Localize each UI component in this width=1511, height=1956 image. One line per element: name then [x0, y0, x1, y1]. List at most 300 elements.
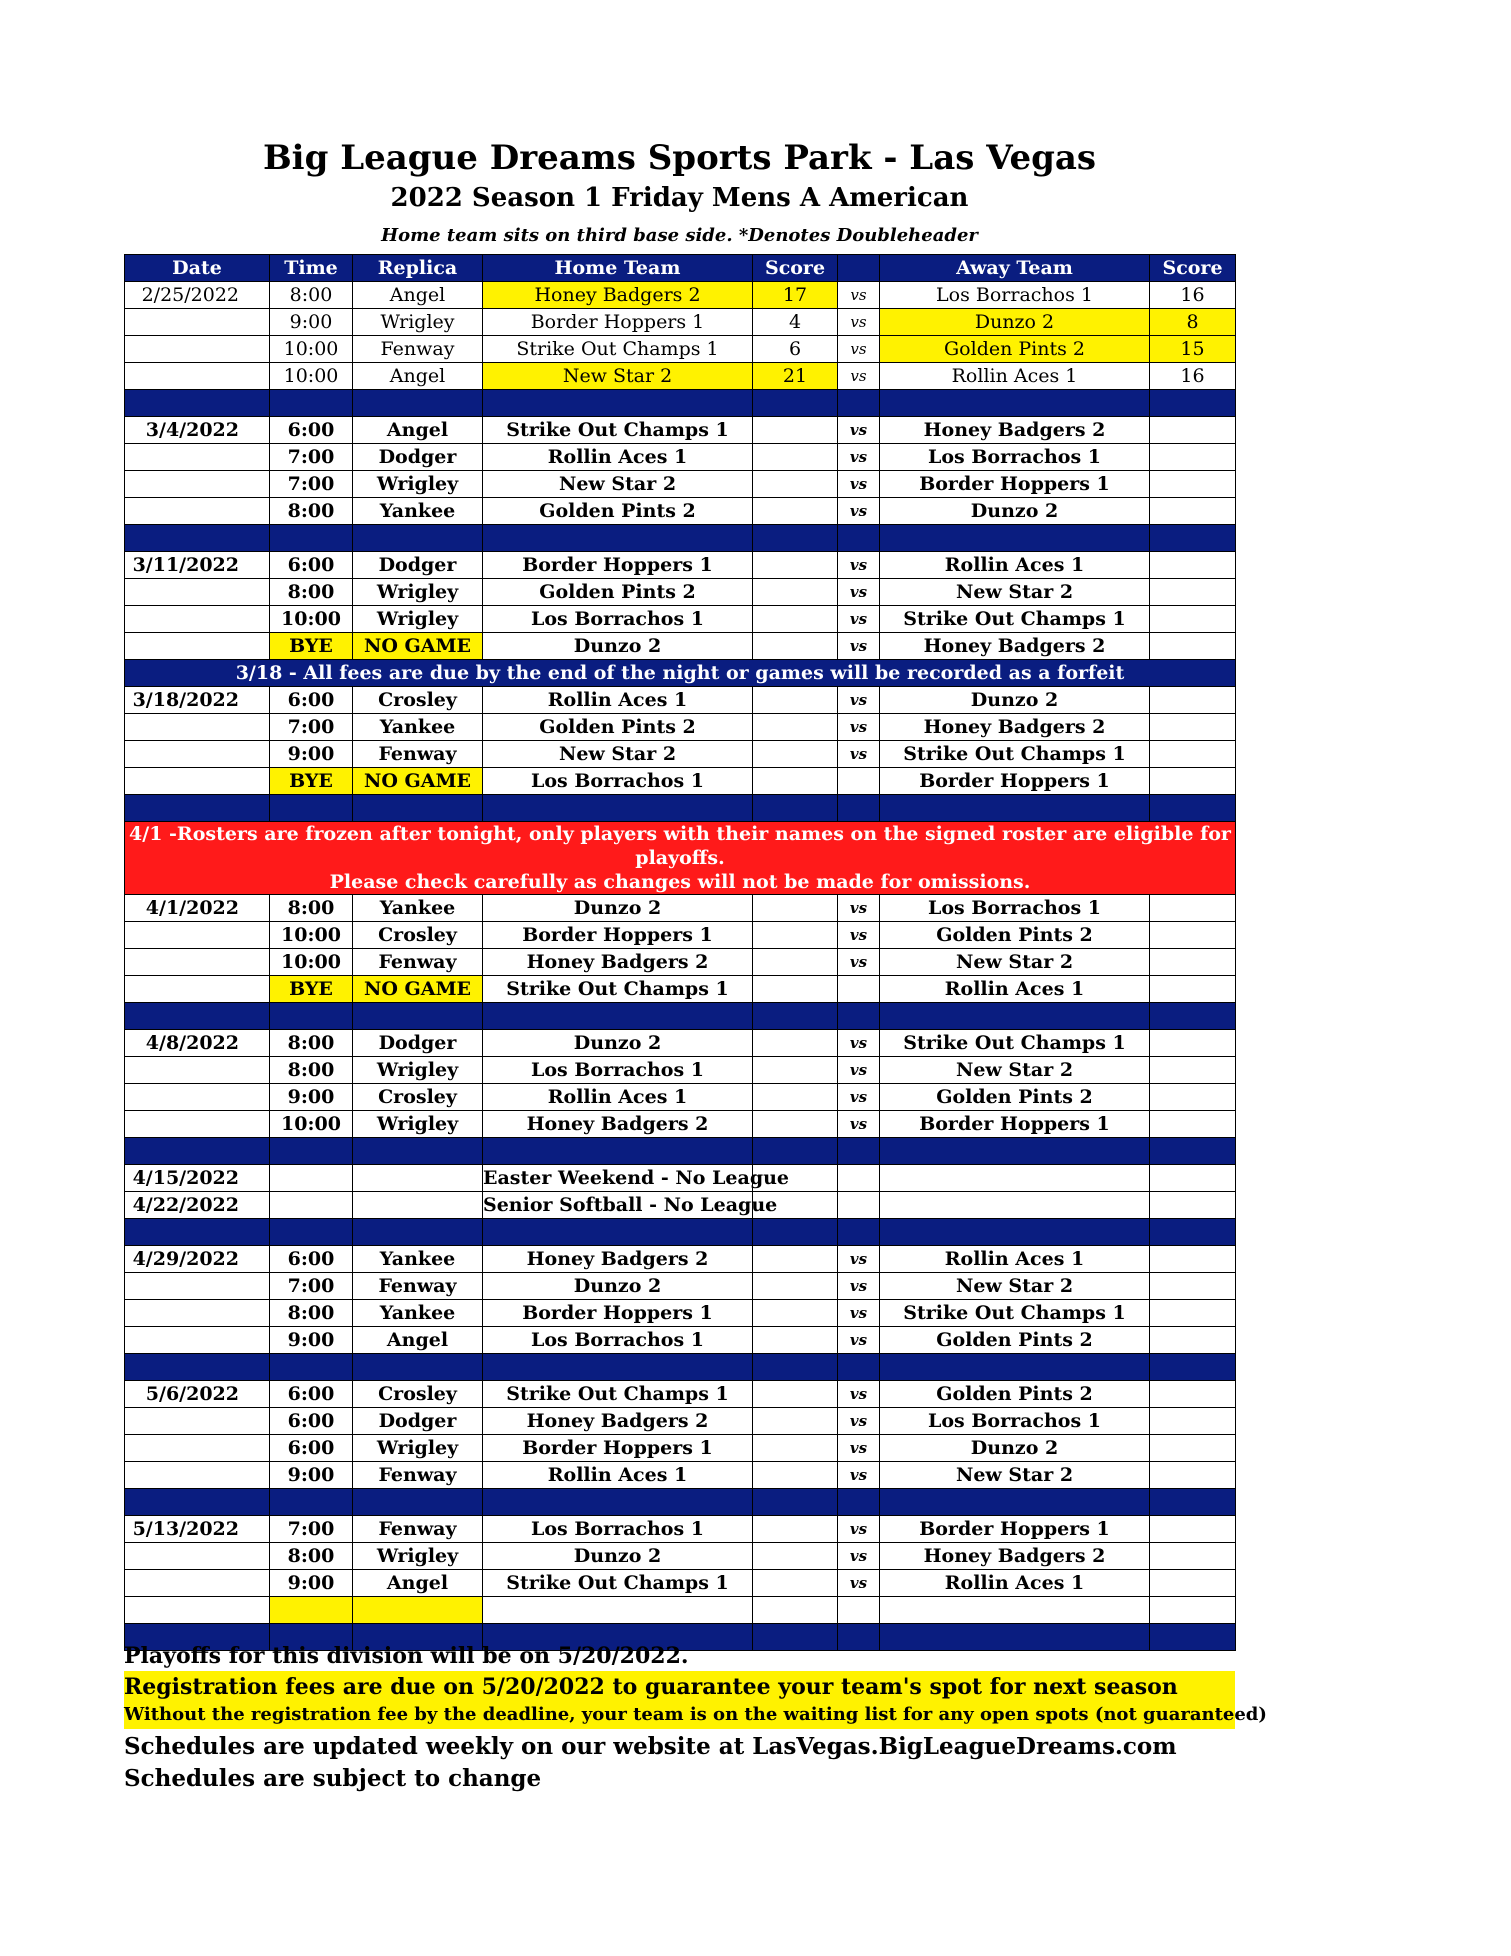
- away-score-cell: [1150, 1435, 1236, 1462]
- time-cell: 7:00: [270, 444, 353, 471]
- time-cell: 8:00: [270, 1030, 353, 1057]
- away-team-cell: Strike Out Champs 1: [880, 741, 1150, 768]
- date-cell: [125, 336, 270, 363]
- separator-cell: [125, 1354, 270, 1381]
- date-cell: 3/4/2022: [125, 417, 270, 444]
- game-row: [125, 471, 1236, 498]
- game-row: [125, 1570, 1236, 1597]
- vs-cell: vs: [838, 417, 880, 444]
- home-team-cell: Los Borrachos 1: [483, 1057, 753, 1084]
- vs-cell: vs: [838, 471, 880, 498]
- away-score-cell: [1150, 1516, 1236, 1543]
- away-score-cell: [1150, 768, 1236, 795]
- away-score-cell: [1150, 552, 1236, 579]
- separator-cell: [1150, 525, 1236, 552]
- replica-cell: Dodger: [353, 1030, 483, 1057]
- away-score-cell: [1150, 714, 1236, 741]
- away-team-cell: Los Borrachos 1: [880, 895, 1150, 922]
- vs-cell: vs: [838, 1570, 880, 1597]
- game-row: [125, 606, 1236, 633]
- separator-cell: [753, 525, 838, 552]
- week-separator: [125, 1003, 1236, 1030]
- replica-cell: Fenway: [353, 949, 483, 976]
- game-row: [125, 714, 1236, 741]
- date-cell: [125, 1570, 270, 1597]
- home-score-cell: [753, 949, 838, 976]
- separator-cell: [880, 1138, 1150, 1165]
- away-score-cell: [1150, 922, 1236, 949]
- away-score-cell: [1150, 687, 1236, 714]
- separator-cell: [1150, 1003, 1236, 1030]
- game-row: [125, 363, 1236, 390]
- time-cell: BYE: [270, 633, 353, 660]
- separator-cell: [753, 1138, 838, 1165]
- time-cell: 6:00: [270, 1435, 353, 1462]
- separator-cell: [125, 1003, 270, 1030]
- away-score-cell: [1150, 1543, 1236, 1570]
- separator-cell: [753, 795, 838, 822]
- vs-cell: vs: [838, 282, 880, 309]
- home-team-cell: Strike Out Champs 1: [483, 1570, 753, 1597]
- date-cell: [125, 444, 270, 471]
- home-score-cell: [753, 1435, 838, 1462]
- home-team-cell: Rollin Aces 1: [483, 444, 753, 471]
- home-team-cell: Border Hoppers 1: [483, 552, 753, 579]
- separator-cell: [1150, 795, 1236, 822]
- replica-cell: Angel: [353, 363, 483, 390]
- page-subtitle: 2022 Season 1 Friday Mens A American: [390, 183, 969, 213]
- game-row: [125, 552, 1236, 579]
- separator-cell: [270, 390, 353, 417]
- separator-cell: [125, 795, 270, 822]
- home-team-cell: Honey Badgers 2: [483, 282, 753, 309]
- game-row: [125, 1435, 1236, 1462]
- replica-cell: NO GAME: [353, 976, 483, 1003]
- vs-cell: vs: [838, 1327, 880, 1354]
- date-cell: [125, 1300, 270, 1327]
- date-cell: 3/11/2022: [125, 552, 270, 579]
- away-team-cell: New Star 2: [880, 1273, 1150, 1300]
- time-cell: 10:00: [270, 336, 353, 363]
- home-score-cell: [753, 1327, 838, 1354]
- separator-cell: [880, 1489, 1150, 1516]
- vs-cell: vs: [838, 336, 880, 363]
- separator-cell: [270, 795, 353, 822]
- col-header-replica: Replica: [353, 255, 483, 282]
- away-team-cell: Golden Pints 2: [880, 1084, 1150, 1111]
- date-cell: 5/13/2022: [125, 1516, 270, 1543]
- replica-cell: Crosley: [353, 922, 483, 949]
- vs-cell: [838, 1165, 880, 1192]
- replica-cell: Crosley: [353, 1381, 483, 1408]
- game-row: [125, 895, 1236, 922]
- vs-cell: [838, 768, 880, 795]
- game-row: [125, 741, 1236, 768]
- col-header-home-score: Score: [753, 255, 838, 282]
- separator-cell: [270, 1003, 353, 1030]
- time-cell: [270, 1192, 353, 1219]
- home-score-cell: [753, 552, 838, 579]
- time-cell: BYE: [270, 976, 353, 1003]
- separator-cell: [838, 795, 880, 822]
- vs-cell: vs: [838, 1084, 880, 1111]
- date-cell: [125, 471, 270, 498]
- week-separator: [125, 1138, 1236, 1165]
- game-row: [125, 633, 1236, 660]
- week-separator: [125, 1219, 1236, 1246]
- week-separator: [125, 1354, 1236, 1381]
- away-score-cell: 15: [1150, 336, 1236, 363]
- date-cell: [125, 579, 270, 606]
- date-cell: [125, 976, 270, 1003]
- away-team-cell: Honey Badgers 2: [880, 417, 1150, 444]
- vs-cell: vs: [838, 1300, 880, 1327]
- home-score-cell: [753, 714, 838, 741]
- replica-cell: Yankee: [353, 895, 483, 922]
- replica-cell: Crosley: [353, 1084, 483, 1111]
- time-cell: 7:00: [270, 1273, 353, 1300]
- fee-banner: 3/18 - All fees are due by the end of the night or games will be recorded as a forfeit: [125, 660, 1236, 687]
- away-team-cell: Honey Badgers 2: [880, 633, 1150, 660]
- week-separator: [125, 1489, 1236, 1516]
- time-cell: 10:00: [270, 1111, 353, 1138]
- home-team-cell: Strike Out Champs 1: [483, 336, 753, 363]
- home-score-cell: [753, 471, 838, 498]
- roster-notice-row: [125, 822, 1236, 895]
- vs-cell: vs: [838, 1435, 880, 1462]
- away-score-cell: [1150, 1084, 1236, 1111]
- playoffs-note: Playoffs for this division will be on 5/20/2022.: [124, 1643, 689, 1669]
- home-score-cell: [753, 1597, 838, 1624]
- home-score-cell: [753, 606, 838, 633]
- page-title: Big League Dreams Sports Park - Las Vegas: [262, 138, 1097, 178]
- game-row: [125, 1057, 1236, 1084]
- away-team-cell: [880, 1165, 1150, 1192]
- game-row: [125, 1462, 1236, 1489]
- vs-cell: vs: [838, 579, 880, 606]
- separator-cell: [483, 795, 753, 822]
- separator-cell: [483, 1138, 753, 1165]
- away-score-cell: [1150, 949, 1236, 976]
- vs-cell: vs: [838, 1543, 880, 1570]
- date-cell: 5/6/2022: [125, 1381, 270, 1408]
- replica-cell: NO GAME: [353, 633, 483, 660]
- separator-cell: [880, 390, 1150, 417]
- date-cell: [125, 1543, 270, 1570]
- time-cell: [270, 1597, 353, 1624]
- vs-cell: vs: [838, 922, 880, 949]
- separator-cell: [353, 1003, 483, 1030]
- home-team-cell: Los Borrachos 1: [483, 1327, 753, 1354]
- date-cell: 2/25/2022: [125, 282, 270, 309]
- game-row: [125, 498, 1236, 525]
- replica-cell: Dodger: [353, 1408, 483, 1435]
- separator-cell: [753, 390, 838, 417]
- separator-cell: [270, 1138, 353, 1165]
- away-score-cell: [1150, 1030, 1236, 1057]
- home-team-cell: Strike Out Champs 1: [483, 1381, 753, 1408]
- away-score-cell: [1150, 471, 1236, 498]
- away-score-cell: [1150, 579, 1236, 606]
- date-cell: [125, 309, 270, 336]
- separator-cell: [880, 1003, 1150, 1030]
- away-team-cell: Los Borrachos 1: [880, 282, 1150, 309]
- separator-cell: [125, 525, 270, 552]
- away-team-cell: Golden Pints 2: [880, 336, 1150, 363]
- date-cell: [125, 1084, 270, 1111]
- vs-cell: vs: [838, 687, 880, 714]
- vs-cell: vs: [838, 1111, 880, 1138]
- home-score-cell: [753, 633, 838, 660]
- away-score-cell: [1150, 1327, 1236, 1354]
- home-team-cell: Dunzo 2: [483, 1030, 753, 1057]
- separator-cell: [838, 1354, 880, 1381]
- date-cell: [125, 1462, 270, 1489]
- home-score-cell: 4: [753, 309, 838, 336]
- separator-cell: [880, 795, 1150, 822]
- separator-cell: [753, 1489, 838, 1516]
- date-cell: [125, 714, 270, 741]
- separator-cell: [483, 1219, 753, 1246]
- home-team-cell: Golden Pints 2: [483, 579, 753, 606]
- date-cell: [125, 498, 270, 525]
- away-team-cell: Golden Pints 2: [880, 1327, 1150, 1354]
- game-row: [125, 1597, 1236, 1624]
- replica-cell: Crosley: [353, 687, 483, 714]
- vs-cell: vs: [838, 633, 880, 660]
- time-cell: 6:00: [270, 687, 353, 714]
- col-header-away-score: Score: [1150, 255, 1236, 282]
- vs-cell: vs: [838, 714, 880, 741]
- separator-cell: [838, 1138, 880, 1165]
- date-cell: 4/8/2022: [125, 1030, 270, 1057]
- away-team-cell: Border Hoppers 1: [880, 1516, 1150, 1543]
- separator-cell: [125, 1219, 270, 1246]
- separator-cell: [1150, 1138, 1236, 1165]
- home-team-cell: Los Borrachos 1: [483, 768, 753, 795]
- replica-cell: Yankee: [353, 714, 483, 741]
- home-team-cell: Golden Pints 2: [483, 714, 753, 741]
- replica-cell: [353, 1597, 483, 1624]
- subject-note: Schedules are subject to change: [124, 1765, 542, 1792]
- separator-cell: [880, 1624, 1150, 1651]
- replica-cell: Fenway: [353, 1516, 483, 1543]
- separator-cell: [270, 525, 353, 552]
- col-header-vs: [838, 255, 880, 282]
- roster-notice-line1: 4/1 -Rosters are frozen after tonight, only players with their names on the signed roster are eligible for playoffs.: [129, 823, 1231, 869]
- home-team-cell: Dunzo 2: [483, 1543, 753, 1570]
- home-team-cell: Los Borrachos 1: [483, 1516, 753, 1543]
- date-cell: [125, 1597, 270, 1624]
- home-team-cell: Strike Out Champs 1: [483, 976, 753, 1003]
- game-row: [125, 282, 1236, 309]
- replica-cell: [353, 1165, 483, 1192]
- away-team-cell: Border Hoppers 1: [880, 1111, 1150, 1138]
- away-score-cell: [1150, 1381, 1236, 1408]
- date-cell: [125, 741, 270, 768]
- home-team-cell: Border Hoppers 1: [483, 1300, 753, 1327]
- home-score-cell: [753, 1516, 838, 1543]
- time-cell: 10:00: [270, 922, 353, 949]
- separator-cell: [353, 1489, 483, 1516]
- replica-cell: Wrigley: [353, 606, 483, 633]
- separator-cell: [838, 1624, 880, 1651]
- separator-cell: [270, 1354, 353, 1381]
- replica-cell: Fenway: [353, 1273, 483, 1300]
- separator-cell: [880, 525, 1150, 552]
- website-note: Schedules are updated weekly on our website at LasVegas.BigLeagueDreams.com: [124, 1733, 1177, 1760]
- time-cell: [270, 1165, 353, 1192]
- home-score-cell: [753, 1570, 838, 1597]
- separator-cell: [1150, 1624, 1236, 1651]
- replica-cell: Dodger: [353, 444, 483, 471]
- time-cell: 10:00: [270, 363, 353, 390]
- vs-cell: vs: [838, 1057, 880, 1084]
- away-score-cell: [1150, 976, 1236, 1003]
- game-row: [125, 1192, 1236, 1219]
- separator-cell: [270, 1489, 353, 1516]
- separator-cell: [1150, 1489, 1236, 1516]
- time-cell: 6:00: [270, 1408, 353, 1435]
- game-row: [125, 417, 1236, 444]
- time-cell: 8:00: [270, 498, 353, 525]
- game-row: [125, 1516, 1236, 1543]
- home-team-cell: Border Hoppers 1: [483, 1435, 753, 1462]
- away-score-cell: [1150, 606, 1236, 633]
- replica-cell: Dodger: [353, 552, 483, 579]
- time-cell: 7:00: [270, 1516, 353, 1543]
- time-cell: 9:00: [270, 1084, 353, 1111]
- game-row: [125, 1111, 1236, 1138]
- vs-cell: vs: [838, 1381, 880, 1408]
- home-team-cell: Dunzo 2: [483, 895, 753, 922]
- separator-cell: [1150, 390, 1236, 417]
- separator-cell: [838, 1003, 880, 1030]
- home-score-cell: [753, 1246, 838, 1273]
- date-cell: [125, 606, 270, 633]
- week-separator: [125, 390, 1236, 417]
- time-cell: 6:00: [270, 417, 353, 444]
- away-score-cell: [1150, 1300, 1236, 1327]
- replica-cell: Angel: [353, 282, 483, 309]
- replica-cell: Wrigley: [353, 1057, 483, 1084]
- date-cell: 3/18/2022: [125, 687, 270, 714]
- away-team-cell: Los Borrachos 1: [880, 444, 1150, 471]
- home-score-cell: [753, 1300, 838, 1327]
- away-score-cell: [1150, 444, 1236, 471]
- home-score-cell: [753, 741, 838, 768]
- vs-cell: vs: [838, 949, 880, 976]
- home-team-cell: Rollin Aces 1: [483, 687, 753, 714]
- date-cell: [125, 1327, 270, 1354]
- home-score-cell: 6: [753, 336, 838, 363]
- home-score-cell: [753, 1057, 838, 1084]
- away-team-cell: Border Hoppers 1: [880, 471, 1150, 498]
- time-cell: 7:00: [270, 714, 353, 741]
- away-team-cell: Honey Badgers 2: [880, 1543, 1150, 1570]
- vs-cell: vs: [838, 1516, 880, 1543]
- vs-cell: vs: [838, 895, 880, 922]
- date-cell: 4/15/2022: [125, 1165, 270, 1192]
- col-header-away-team: Away Team: [880, 255, 1150, 282]
- away-score-cell: 16: [1150, 282, 1236, 309]
- game-row: [125, 687, 1236, 714]
- away-score-cell: [1150, 1165, 1236, 1192]
- away-score-cell: [1150, 498, 1236, 525]
- away-score-cell: [1150, 417, 1236, 444]
- away-team-cell: [880, 1597, 1150, 1624]
- home-score-cell: [753, 895, 838, 922]
- replica-cell: Fenway: [353, 741, 483, 768]
- replica-cell: Fenway: [353, 336, 483, 363]
- time-cell: 10:00: [270, 949, 353, 976]
- separator-cell: [353, 1219, 483, 1246]
- separator-cell: [838, 1489, 880, 1516]
- away-score-cell: [1150, 1192, 1236, 1219]
- home-score-cell: 21: [753, 363, 838, 390]
- date-cell: [125, 768, 270, 795]
- separator-cell: [753, 1219, 838, 1246]
- replica-cell: Angel: [353, 1327, 483, 1354]
- home-score-cell: [753, 687, 838, 714]
- home-score-cell: [753, 417, 838, 444]
- vs-cell: vs: [838, 1408, 880, 1435]
- fees-note: Registration fees are due on 5/20/2022 to guarantee your team's spot for next season: [124, 1674, 1178, 1700]
- away-team-cell: Rollin Aces 1: [880, 552, 1150, 579]
- away-team-cell: Honey Badgers 2: [880, 714, 1150, 741]
- vs-cell: vs: [838, 1273, 880, 1300]
- time-cell: 8:00: [270, 579, 353, 606]
- game-row: [125, 1408, 1236, 1435]
- separator-cell: [483, 1003, 753, 1030]
- time-cell: 9:00: [270, 1462, 353, 1489]
- game-row: [125, 444, 1236, 471]
- game-row: [125, 1084, 1236, 1111]
- time-cell: 8:00: [270, 1057, 353, 1084]
- home-team-cell: New Star 2: [483, 741, 753, 768]
- home-team-cell: [483, 1597, 753, 1624]
- separator-cell: [125, 1138, 270, 1165]
- time-cell: 7:00: [270, 471, 353, 498]
- game-row: [125, 768, 1236, 795]
- away-team-cell: Strike Out Champs 1: [880, 606, 1150, 633]
- away-team-cell: Dunzo 2: [880, 1435, 1150, 1462]
- home-score-cell: [753, 976, 838, 1003]
- away-team-cell: Strike Out Champs 1: [880, 1030, 1150, 1057]
- separator-cell: [353, 390, 483, 417]
- vs-cell: vs: [838, 1462, 880, 1489]
- away-score-cell: [1150, 1462, 1236, 1489]
- vs-cell: [838, 1597, 880, 1624]
- time-cell: 8:00: [270, 1543, 353, 1570]
- separator-cell: [125, 390, 270, 417]
- col-header-home-team: Home Team: [483, 255, 753, 282]
- schedule-table: [124, 254, 1236, 1651]
- separator-cell: [353, 795, 483, 822]
- away-team-cell: Dunzo 2: [880, 309, 1150, 336]
- time-cell: 9:00: [270, 1570, 353, 1597]
- away-team-cell: Rollin Aces 1: [880, 1570, 1150, 1597]
- away-score-cell: [1150, 741, 1236, 768]
- time-cell: 9:00: [270, 1327, 353, 1354]
- game-row: [125, 1165, 1236, 1192]
- replica-cell: NO GAME: [353, 768, 483, 795]
- home-team-cell: Dunzo 2: [483, 1273, 753, 1300]
- replica-cell: [353, 1192, 483, 1219]
- away-score-cell: [1150, 1057, 1236, 1084]
- separator-cell: [753, 1624, 838, 1651]
- replica-cell: Wrigley: [353, 1435, 483, 1462]
